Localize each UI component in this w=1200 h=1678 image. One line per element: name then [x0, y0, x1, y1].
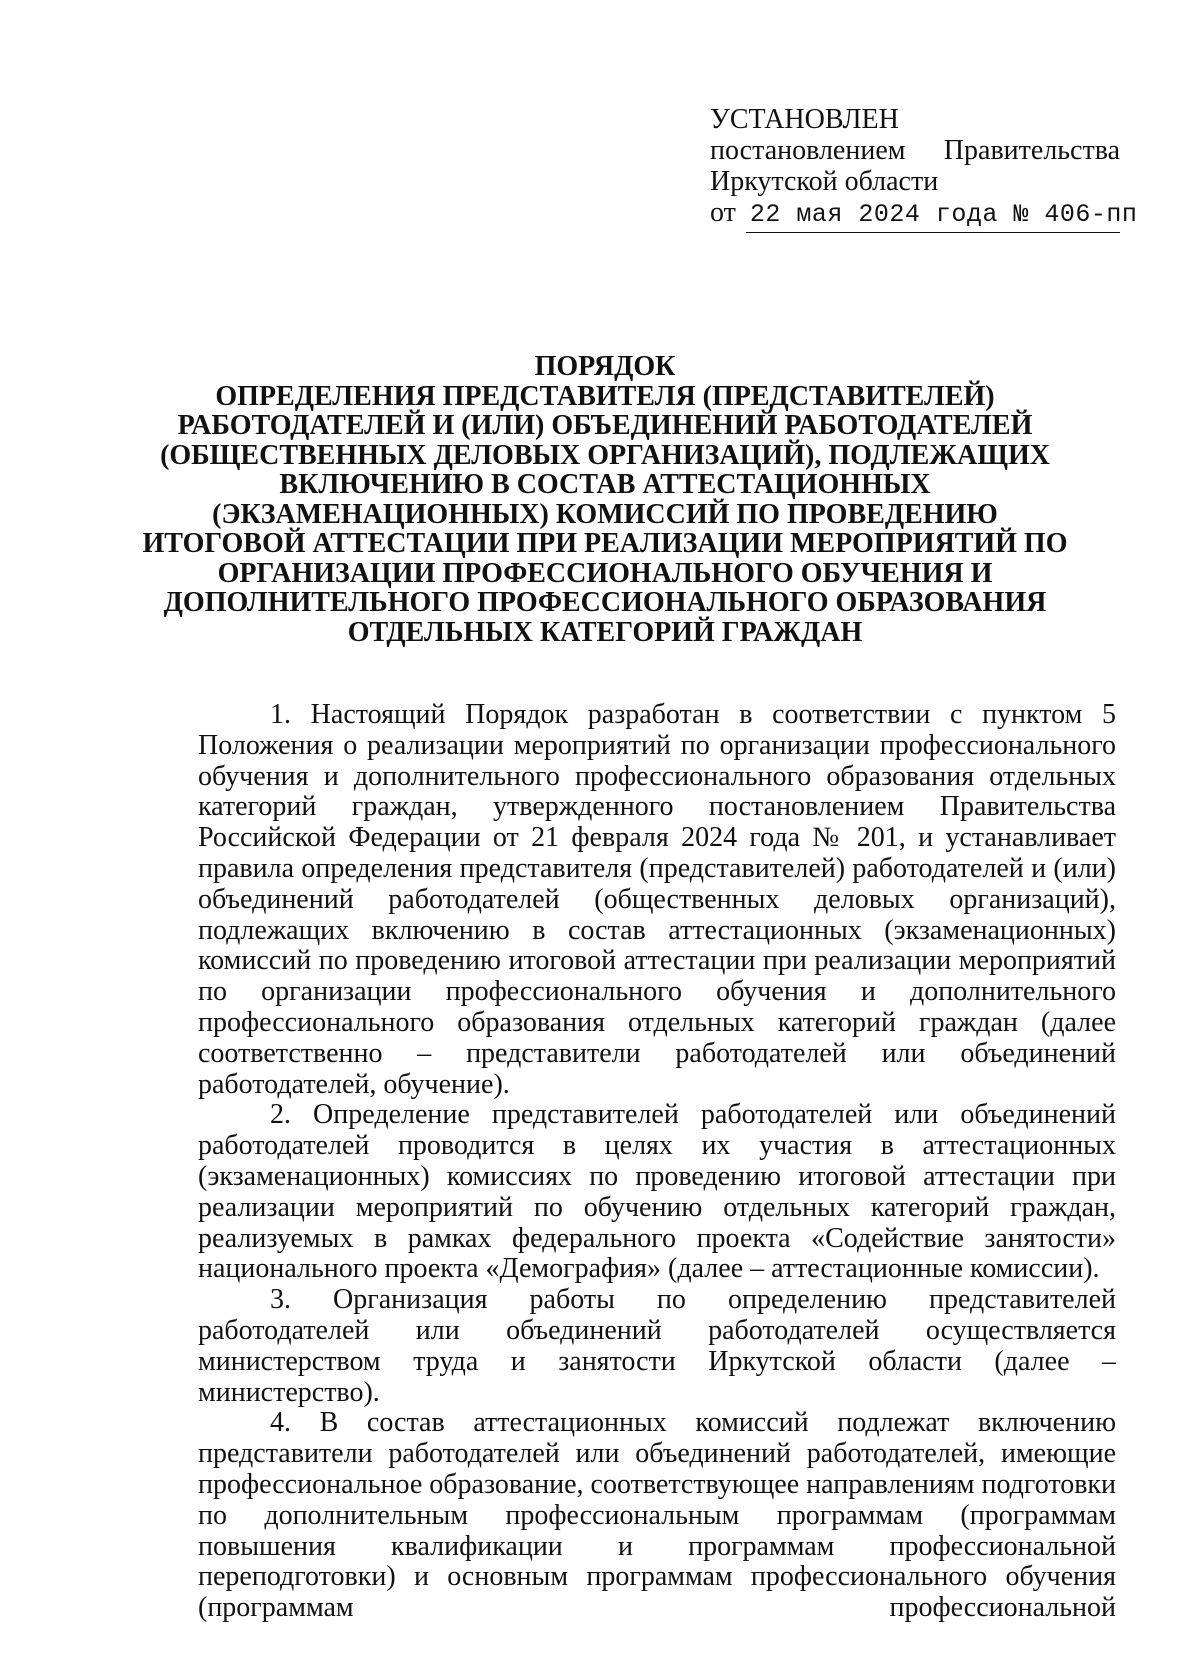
document-subheading: ОПРЕДЕЛЕНИЯ ПРЕДСТАВИТЕЛЯ (ПРЕДСТАВИТЕЛЕЙ) РАБОТОДАТЕЛЕЙ И (ИЛИ) ОБЪЕДИНЕНИЙ РАБОТОДАТЕЛЕЙ (ОБЩЕСТВЕННЫХ ДЕЛОВЫХ ОРГАНИЗАЦИЙ), ПОДЛЕЖАЩИХ ВКЛЮЧЕНИЮ В СОСТАВ АТТЕСТАЦИОННЫХ (ЭКЗАМЕНАЦИОННЫХ) КОМИССИЙ ПО ПРОВЕДЕНИЮ ИТОГОВОЙ АТТЕСТАЦИИ ПРИ РЕАЛИЗАЦИИ МЕРОПРИЯТИЙ ПО ОРГАНИЗАЦИИ ПРОФЕССИОНАЛЬНОГО ОБУЧЕНИЯ И ДОПОЛНИТЕЛЬНОГО ПРОФЕССИОНАЛЬНОГО ОБРАЗОВАНИЯ ОТДЕЛЬНЫХ КАТЕГОРИЙ ГРАЖДАН	[142, 380, 1068, 648]
approval-status: УСТАНОВЛЕН	[710, 104, 899, 135]
paragraph-4: 4. В состав аттестационных комиссий подлежат включению представители работодателей или объединений работодателей, имеющие профессиональное образование, соответствующее направлениям подготовки по дополнительным профессиональным программам (программам повышения квалификации и программам профессиональной переподготовки) и основным программам профессионального обучения (программам профессиональной	[198, 1407, 1116, 1624]
approval-stamp	[710, 104, 1138, 233]
paragraph-2: 2. Определение представителей работодателей или объединений работодателей проводится в целях их участия в аттестационных (экзаменационных) комиссиях по проведению итоговой аттестации при реализации мероприятий по обучению отдельных категорий граждан, реализуемых в рамках федерального проекта «Содействие занятости» национального проекта «Демография» (далее – аттестационные комиссии).	[198, 1099, 1116, 1285]
approval-region: Иркутской области	[710, 166, 939, 197]
document-body	[198, 700, 1116, 1624]
approval-date-number: 22 мая 2024 года № 406-пп	[746, 199, 1120, 233]
approval-issuer-type: постановлением	[710, 135, 906, 166]
paragraph-1: 1. Настоящий Порядок разработан в соответствии с пунктом 5 Положения о реализации мероприятий по организации профессионального обучения и дополнительного профессионального образования отдельных категорий граждан, утвержденного постановлением Правительства Российской Федерации от 21 февраля 2024 года № 201, и устанавливает правила определения представителя (представителей) работодателей и (или) объединений работодателей (общественных деловых организаций), подлежащих включению в состав аттестационных (экзаменационных) комиссий по проведению итоговой аттестации при реализации мероприятий по организации профессионального обучения и дополнительного профессионального образования отдельных категорий граждан (далее соответственно – представители работодателей или объединений работодателей, обучение).	[198, 699, 1116, 1100]
paragraph-3: 3. Организация работы по определению представителей работодателей или объединений работодателей осуществляется министерством труда и занятости Иркутской области (далее – министерство).	[198, 1284, 1116, 1408]
approval-issuer-line	[710, 135, 1120, 166]
approval-date-line	[710, 197, 1138, 233]
document-heading: ПОРЯДОК	[534, 351, 676, 382]
approval-date-prefix: от	[710, 197, 736, 228]
document-title	[130, 352, 1080, 647]
approval-issuer-name: Правительства	[943, 135, 1120, 166]
